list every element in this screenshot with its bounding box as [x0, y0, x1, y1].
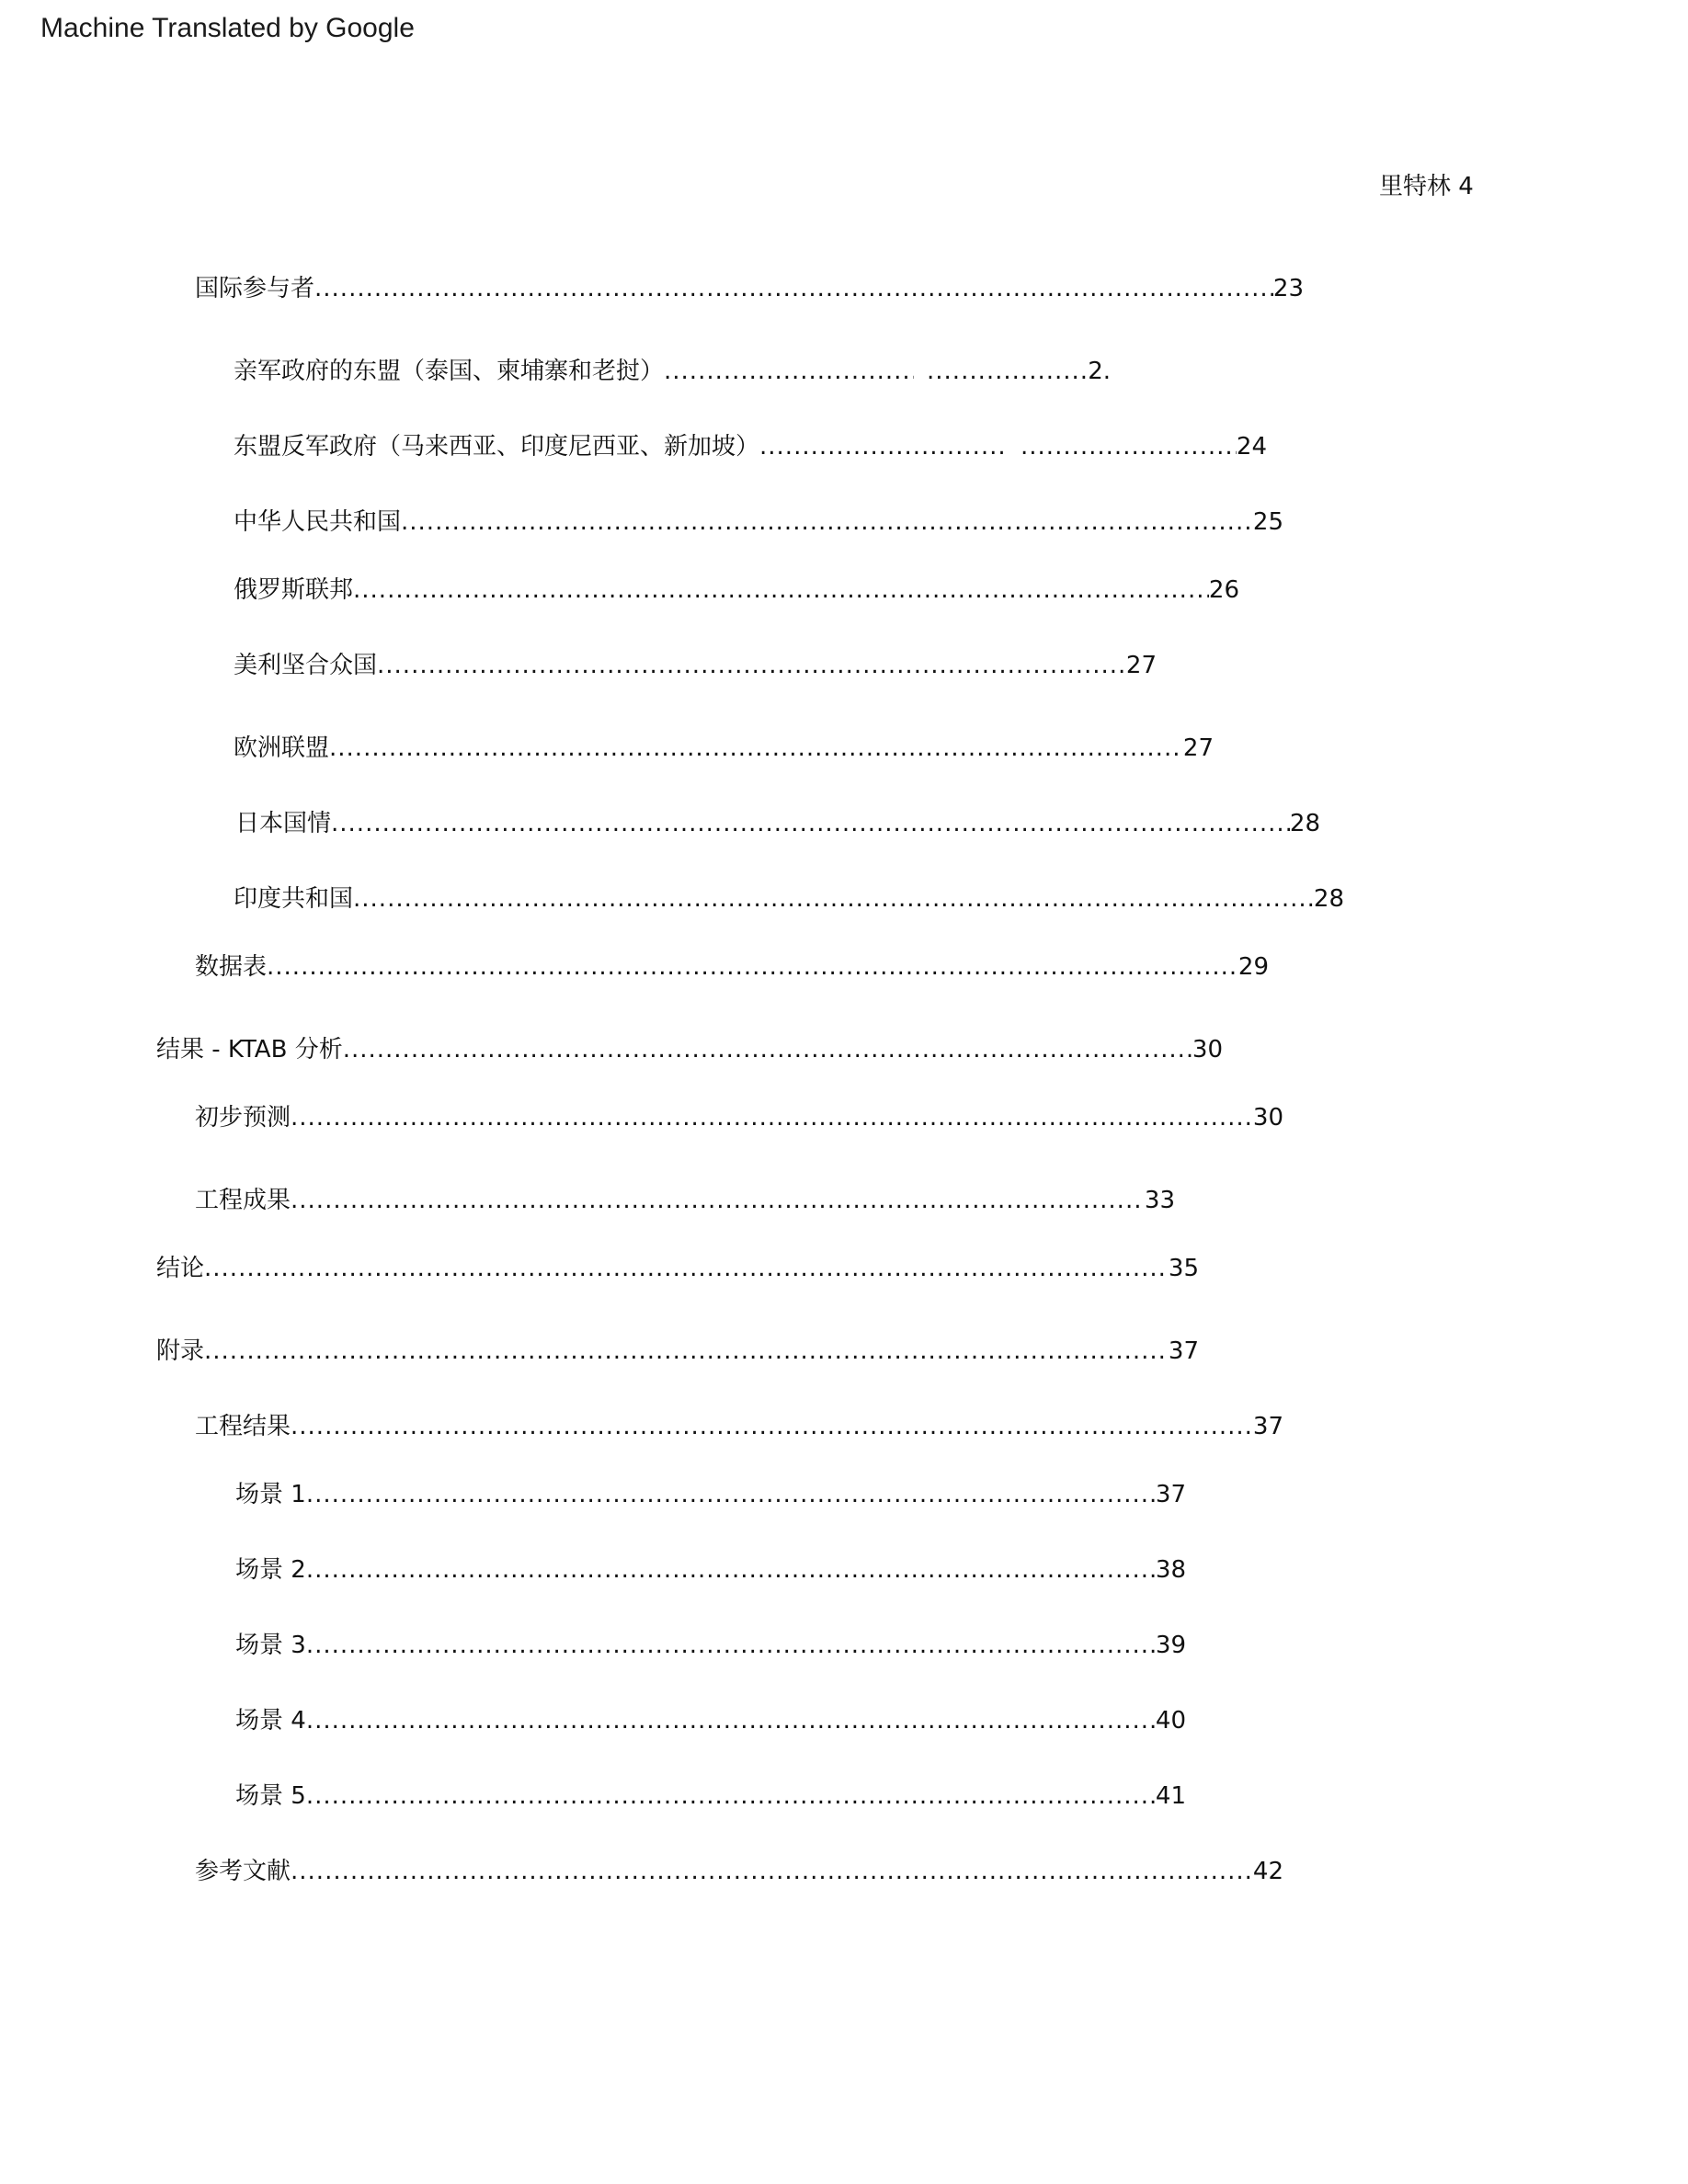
toc-entry[interactable] [195, 1186, 1175, 1215]
toc-entry-page: 27 [1182, 734, 1214, 762]
dot-leader [377, 651, 1126, 680]
toc-entry-title: 俄罗斯联邦 [234, 576, 354, 604]
toc-entry-page: 38 [1155, 1556, 1186, 1584]
toc-entry-title: 欧洲联盟 [234, 734, 330, 762]
toc-entry-page: 42 [1252, 1858, 1283, 1885]
toc-entry[interactable] [235, 809, 1320, 838]
toc-entry-page: 28 [1313, 885, 1344, 913]
dot-leader [306, 1480, 1156, 1509]
toc-entry-page: 37 [1168, 1337, 1199, 1365]
toc-entry-page: 28 [1289, 810, 1320, 837]
toc-entry[interactable] [195, 1103, 1283, 1132]
toc-entry[interactable] [234, 432, 1267, 461]
toc-entry[interactable] [234, 651, 1157, 680]
dot-leader [291, 1412, 1253, 1441]
toc-entry-title: 数据表 [195, 953, 268, 981]
toc-entry[interactable] [156, 1254, 1199, 1283]
toc-entry[interactable] [235, 1631, 1186, 1660]
toc-entry-title: 初步预测 [195, 1104, 291, 1132]
toc-entry[interactable] [234, 884, 1344, 914]
toc-entry-title: 场景 3 [235, 1632, 306, 1659]
toc-entry-title: 工程结果 [195, 1413, 291, 1440]
toc-entry-title: 日本国情 [235, 810, 332, 837]
toc-entry-title: 印度共和国 [234, 885, 354, 913]
toc-entry-title: 美利坚合众国 [234, 652, 378, 679]
dot-leader [204, 1337, 1169, 1366]
toc-entry-page: 23 [1272, 275, 1304, 302]
dot-leader [204, 1254, 1169, 1283]
toc-entry-title: 场景 2 [235, 1556, 306, 1584]
dot-leader [291, 1103, 1253, 1132]
toc-entry-title: 亲军政府的东盟（泰国、柬埔寨和老挝） [234, 358, 665, 385]
toc-entry-page: 37 [1252, 1413, 1283, 1440]
toc-entry[interactable] [234, 575, 1239, 605]
toc-entry-page: 2. [1088, 358, 1111, 385]
dot-leader [927, 357, 1088, 386]
toc-entry-page: 24 [1236, 433, 1267, 461]
toc-entry-page: 26 [1208, 576, 1239, 604]
toc-entry-title: 场景 4 [235, 1707, 306, 1735]
toc-entry-page: 30 [1192, 1036, 1223, 1064]
toc-entry[interactable] [195, 952, 1269, 982]
machine-translation-banner: Machine Translated by Google [40, 13, 415, 43]
toc-entry-page: 29 [1237, 953, 1269, 981]
toc-entry-title: 国际参与者 [195, 275, 315, 302]
toc-entry[interactable] [235, 1555, 1186, 1585]
dot-leader [314, 274, 1273, 303]
toc-entry[interactable] [156, 1035, 1223, 1064]
dot-leader [306, 1631, 1156, 1660]
dot-leader [401, 507, 1253, 537]
toc-entry[interactable] [234, 357, 1111, 386]
dot-leader [306, 1555, 1156, 1585]
dot-leader [306, 1706, 1156, 1735]
toc-entry-page: 41 [1155, 1782, 1186, 1810]
running-header: 里特林 4 [1379, 173, 1474, 200]
toc-entry-title: 场景 1 [235, 1481, 306, 1508]
toc-entry[interactable] [235, 1781, 1186, 1811]
toc-entry[interactable] [195, 1412, 1283, 1441]
toc-entry-page: 27 [1125, 652, 1157, 679]
toc-entry-title: 场景 5 [235, 1782, 306, 1810]
toc-entry-title: 参考文献 [195, 1858, 291, 1885]
dot-leader [343, 1035, 1192, 1064]
toc-entry-title: 中华人民共和国 [234, 508, 402, 536]
toc-entry[interactable] [235, 1706, 1186, 1735]
toc-entry[interactable] [156, 1337, 1199, 1366]
toc-entry-title: 结果 - KTAB 分析 [156, 1036, 343, 1064]
toc-entry-title: 工程成果 [195, 1187, 291, 1214]
dot-leader [329, 734, 1183, 763]
toc-entry[interactable] [195, 274, 1304, 303]
dot-leader [1021, 432, 1237, 461]
toc-entry-page: 33 [1144, 1187, 1175, 1214]
dot-leader [331, 809, 1290, 838]
toc-entry-page: 37 [1155, 1481, 1186, 1508]
toc-entry-title: 附录 [156, 1337, 205, 1365]
dot-leader [759, 432, 1008, 461]
dot-leader [291, 1857, 1253, 1886]
toc-entry-page: 30 [1252, 1104, 1283, 1132]
dot-leader [306, 1781, 1156, 1811]
toc-entry-page: 25 [1252, 508, 1283, 536]
toc-entry-page: 35 [1168, 1255, 1199, 1282]
dot-leader [664, 357, 914, 386]
toc-entry[interactable] [235, 1480, 1186, 1509]
toc-entry-title: 结论 [156, 1255, 205, 1282]
toc-entry[interactable] [234, 734, 1214, 763]
toc-entry-page: 39 [1155, 1632, 1186, 1659]
toc-entry[interactable] [195, 1857, 1283, 1886]
dot-leader [353, 575, 1209, 605]
dot-leader [291, 1186, 1145, 1215]
toc-entry-title: 东盟反军政府（马来西亚、印度尼西亚、新加坡） [234, 433, 760, 461]
toc-entry[interactable] [234, 507, 1283, 537]
dot-leader [267, 952, 1238, 982]
toc-entry-page: 40 [1155, 1707, 1186, 1735]
dot-leader [353, 884, 1314, 914]
